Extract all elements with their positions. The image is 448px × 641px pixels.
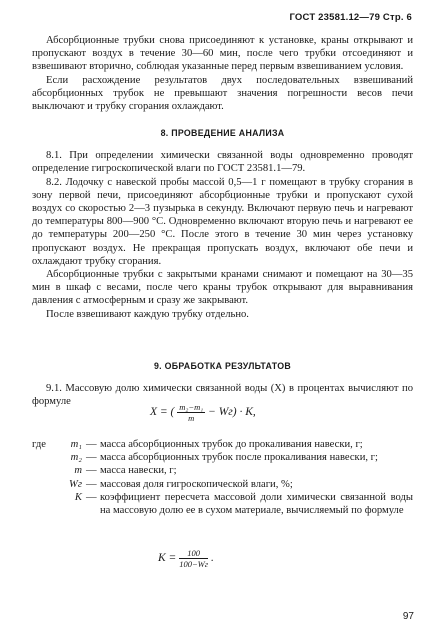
definition-symbol: m₁ bbox=[70, 439, 82, 450]
where-label: где bbox=[32, 439, 46, 450]
definition-item: m₁ — масса абсорбционных трубок до прокаливания навески, г; bbox=[32, 438, 413, 451]
formula-k-end: . bbox=[210, 552, 214, 565]
page-number: 97 bbox=[402, 611, 414, 622]
formula-k-numerator: 100 bbox=[179, 548, 208, 559]
section-8 bbox=[32, 127, 413, 321]
section-title: 8. ПРОВЕДЕНИЕ АНАЛИЗА bbox=[160, 128, 285, 138]
intro-block bbox=[32, 34, 413, 113]
formula-k bbox=[158, 548, 214, 569]
definition-text: масса абсорбционных трубок до прокаливания навески, г; bbox=[100, 439, 363, 450]
paragraph-8-1: 8.1. При определении химически связанной воды одновременно проводят определение гигроскопической влаги по ГОСТ 23581.1—79. bbox=[32, 150, 413, 175]
formula-x-rhs: − Wг) · K, bbox=[208, 406, 256, 419]
definition-symbol: K bbox=[74, 491, 82, 503]
definition-text: массовая доля гигроскопической влаги, %; bbox=[100, 478, 293, 490]
intro-paragraph: Абсорбционные трубки снова присоединяют к установке, краны открывают и пропускают воздух в течение 30—60 мин, после чего трубки отсоединяют и взвешивают вторично, соблюдая указанные перед первым взвешиванием условия. bbox=[32, 35, 413, 73]
definition-symbol: m bbox=[74, 465, 82, 477]
definitions-list bbox=[32, 438, 413, 517]
paragraph-9-1: 9.1. Массовую долю химически связанной воды (X) в процентах вычисляют по формуле bbox=[32, 383, 413, 408]
intro-paragraph: Если расхождение результатов двух последовательных взвешиваний абсорбционных трубок не превышают значения погрешности весов печи выключают и трубку сгорания охлаждают. bbox=[32, 74, 413, 113]
formula-k-denominator: 100−Wг bbox=[179, 559, 209, 569]
paragraph-8-2: 8.2. Лодочку с навеской пробы массой 0,5—1 г помещают в трубку сгорания в зону первой печи, присоединяют абсорбционные трубки и пропускают сухой воздух со скоростью 2—3 пузырька в секунду. Включают первую печь и нагревают до температуры 800—900 °С. Одновременно включают вторую печь и нагревают ее до температуры 200—250 °С. После этого в течение 30 мин через установку пропускают воздух. Не прекращая пропускать воздух, включают обе печи и охлаждают трубку сгорания. bbox=[32, 176, 413, 267]
definition-text: масса абсорбционных трубок после прокаливания навески, г; bbox=[100, 452, 378, 464]
section-title: 9. ОБРАБОТКА РЕЗУЛЬТАТОВ bbox=[153, 361, 292, 371]
definition-item: m — масса навески, г; bbox=[32, 464, 413, 477]
definition-text: масса навески, г; bbox=[100, 465, 177, 477]
definition-symbol: Wг bbox=[69, 478, 82, 490]
formula-x-fraction bbox=[177, 402, 205, 423]
running-header: ГОСТ 23581.12—79 Стр. 6 bbox=[289, 12, 412, 23]
definition-text: коэффициент пересчета массовой доли химически связанной воды на массовую долю ее в сухом материале, вычисляемый по формуле bbox=[100, 491, 413, 517]
formula-k-lhs: K = bbox=[158, 552, 177, 565]
formula-x bbox=[150, 402, 256, 423]
formula-x-numerator: m₂−m₁ bbox=[179, 402, 204, 412]
paragraph-absorption: Абсорбционные трубки с закрытыми кранами снимают и помещают на 30—35 мин в шкаф с весами, после чего краны трубок открывают для выравнивания давления с атмосферным и сразу же закрывают. bbox=[32, 269, 413, 307]
definition-item: K — коэффициент пересчета массовой доли химически связанной воды на массовую долю ее в сухом материале, вычисляемый по формуле bbox=[32, 491, 413, 517]
definition-item: m₂ — масса абсорбционных трубок после прокаливания навески, г; bbox=[32, 451, 413, 464]
formula-x-lhs: X = ( bbox=[150, 406, 175, 419]
definition-item: Wг — массовая доля гигроскопической влаги, %; bbox=[32, 478, 413, 491]
paragraph-weigh: После взвешивают каждую трубку отдельно. bbox=[46, 308, 249, 320]
formula-k-fraction bbox=[179, 548, 208, 569]
definition-symbol: m₂ bbox=[70, 452, 82, 464]
formula-x-denominator: m bbox=[188, 413, 195, 423]
